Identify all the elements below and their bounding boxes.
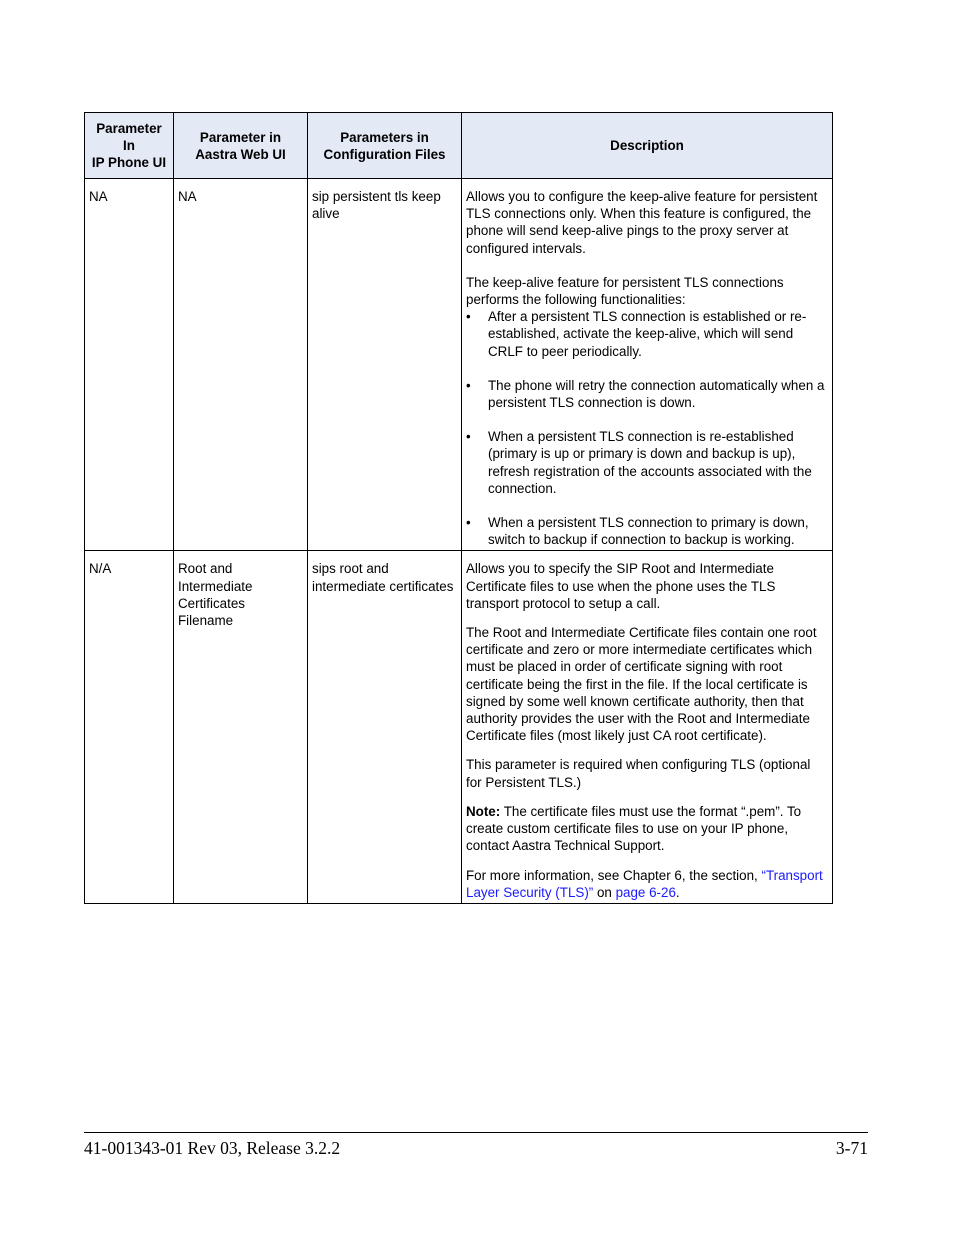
- header-web-ui-line1: Parameter in: [199, 129, 282, 145]
- note-label: Note:: [466, 803, 501, 819]
- more-info-paragraph: [466, 867, 828, 901]
- more-info-prefix: For more information, see Chapter 6, the section,: [466, 867, 762, 883]
- list-item: • When a persistent TLS connection to primary is down, switch to backup if connection to backup is working.: [466, 514, 828, 548]
- header-web-ui-line2: Aastra Web UI: [195, 146, 286, 162]
- header-config-files-line2: Configuration Files: [323, 146, 446, 162]
- header-ip-phone-ui-line3: IP Phone UI: [91, 155, 167, 170]
- table-row: [85, 551, 833, 903]
- list-item: • When a persistent TLS connection is re-established (primary is up or primary is down and backup is up), refresh registration of the accounts associated with the connection.: [466, 428, 828, 497]
- tls-section-link[interactable]: “Transport Layer Security (TLS)”: [466, 867, 823, 900]
- footer-page-number: 3-71: [835, 1138, 868, 1158]
- cell-web-ui: Root and Intermediate Certificates Filename: [174, 551, 308, 903]
- note-paragraph: [466, 803, 828, 855]
- description-paragraph: The keep-alive feature for persistent TLS connections performs the following functionalities:: [466, 274, 784, 308]
- more-info-mid: on: [593, 884, 616, 900]
- header-description: Description: [462, 113, 833, 179]
- header-config-files-line1: Parameters in: [340, 129, 429, 145]
- header-web-ui: [174, 113, 308, 179]
- cell-web-ui: NA: [174, 179, 308, 551]
- list-item: • After a persistent TLS connection is established or re-established, activate the keep-alive, which will send CRLF to peer periodically.: [466, 308, 828, 360]
- cell-config-file: sips root and intermediate certificates: [308, 551, 462, 903]
- table-row: [85, 179, 833, 551]
- header-ip-phone-ui: [85, 113, 174, 179]
- cell-ip-phone-ui: N/A: [85, 551, 174, 903]
- functionality-list: [466, 308, 828, 548]
- cell-config-file: sip persistent tls keep alive: [308, 179, 462, 551]
- more-info-suffix: .: [675, 884, 680, 900]
- cell-description: [462, 551, 833, 903]
- footer-divider: [84, 1132, 868, 1133]
- page-6-26-link[interactable]: page 6-26: [615, 884, 676, 900]
- cell-ip-phone-ui: NA: [85, 179, 174, 551]
- header-config-files: [308, 113, 462, 179]
- note-text: The certificate files must use the format “.pem”. To create custom certificate files to use on your IP phone, contact Aastra Technical Support.: [466, 803, 802, 854]
- footer-document-id: 41-001343-01 Rev 03, Release 3.2.2: [84, 1138, 341, 1158]
- description-paragraph: The Root and Intermediate Certificate files contain one root certificate and zero or more intermediate certificates which must be placed in order of certificate signing with root certificate being the first in the file. If the local certificate is signed by some well known certificate authority, then that authority provides the user with the Root and Intermediate Certificate files (most likely just CA root certificate).: [466, 625, 817, 744]
- list-item: • The phone will retry the connection automatically when a persistent TLS connection is down.: [466, 377, 828, 411]
- parameters-table: [84, 112, 833, 904]
- header-ip-phone-ui-line2: In: [123, 138, 135, 153]
- description-paragraph: This parameter is required when configuring TLS (optional for Persistent TLS.): [466, 757, 811, 790]
- cell-description: [462, 179, 833, 551]
- description-paragraph: Allows you to specify the SIP Root and Intermediate Certificate files to use when the phone uses the TLS transport protocol to setup a call.: [466, 561, 776, 611]
- header-row: [85, 113, 833, 179]
- header-ip-phone-ui-line1: Parameter: [96, 121, 162, 136]
- description-paragraph: Allows you to configure the keep-alive feature for persistent TLS connections only. When this feature is configured, the phone will send keep-alive pings to the proxy server at configured intervals.: [466, 189, 818, 256]
